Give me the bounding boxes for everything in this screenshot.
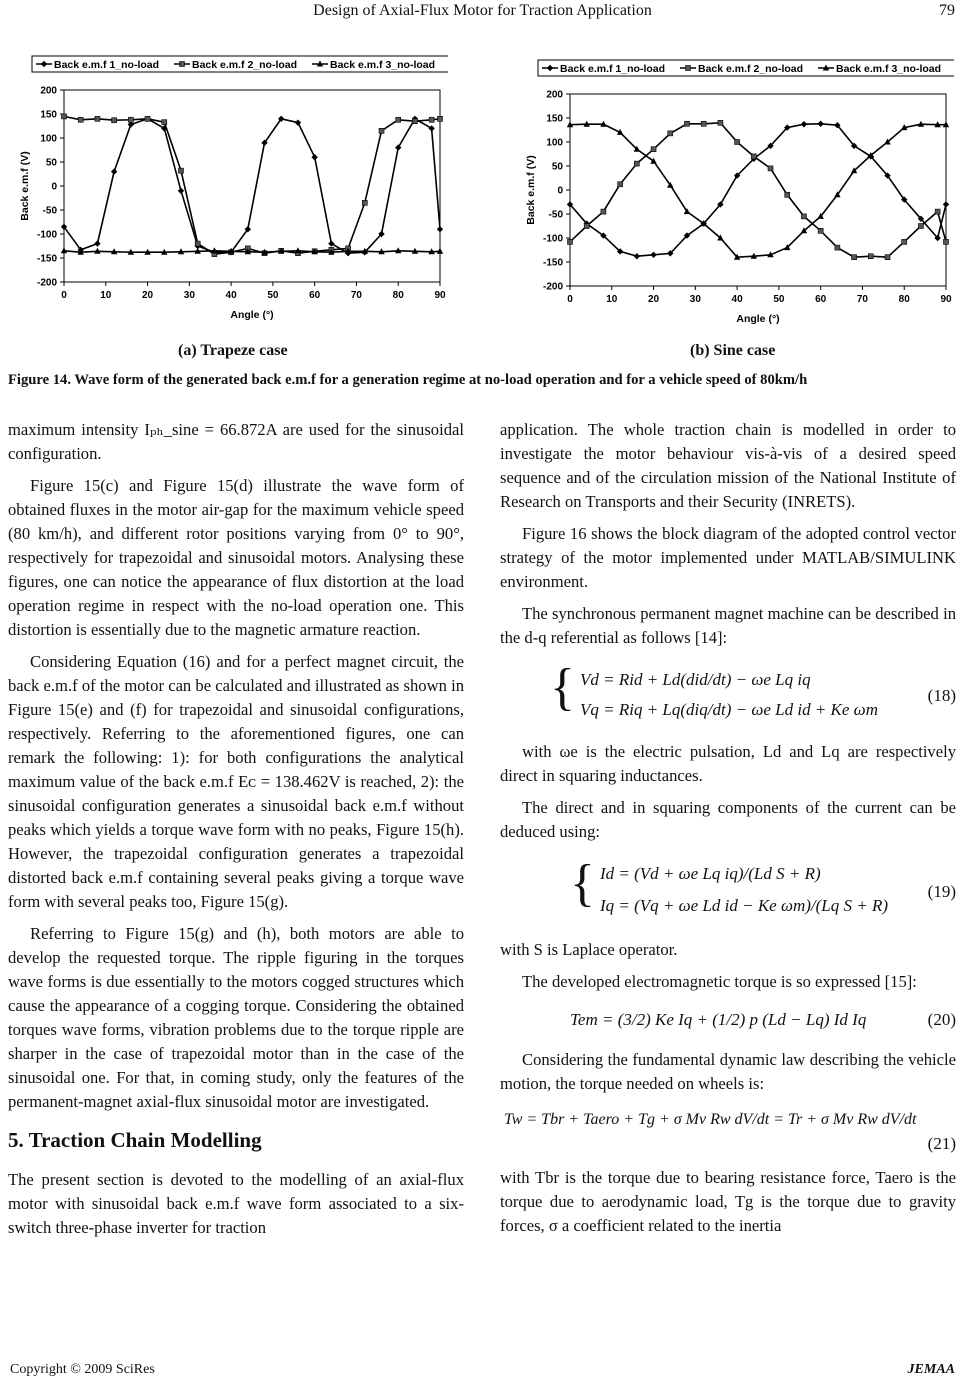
page-header bbox=[0, 0, 965, 24]
paragraph: The synchronous permanent magnet machine can be described in the d-q referential as follows [14]: bbox=[500, 604, 956, 647]
data-point bbox=[618, 182, 623, 187]
data-point bbox=[801, 214, 806, 219]
data-point bbox=[78, 117, 83, 122]
x-tick-label: 10 bbox=[606, 294, 618, 305]
x-tick-label: 70 bbox=[350, 290, 363, 301]
equation-line: Tw = Tbr + Taero + Tg + σ Mv Rw dV/dt = Tr + σ Mv Rw dV/dt bbox=[504, 1111, 917, 1128]
data-point bbox=[751, 154, 756, 159]
paragraph: The direct and in squaring components of the current can be deduced using: bbox=[500, 798, 956, 841]
data-point bbox=[145, 116, 150, 121]
x-tick-label: 90 bbox=[940, 294, 952, 305]
x-tick-label: 20 bbox=[647, 294, 660, 305]
data-point bbox=[438, 116, 443, 121]
paragraph: with Tbr is the torque due to bearing resistance force, Taero is the torque due to aerodynamic load, Tg is the torque due to gravity forces, σ a coefficient related to the inertia bbox=[500, 1168, 956, 1235]
data-point bbox=[178, 168, 183, 173]
data-point bbox=[178, 188, 184, 194]
equation-number: (20) bbox=[927, 1010, 956, 1029]
data-point bbox=[634, 161, 639, 166]
equation-21 bbox=[500, 1104, 956, 1156]
x-tick-label: 30 bbox=[183, 290, 195, 301]
data-point bbox=[428, 125, 434, 131]
x-tick-label: 80 bbox=[898, 294, 910, 305]
paragraph: Figure 16 shows the block diagram of the adopted control vector strategy of the motor implemented under MATLAB/SIMULINK environment. bbox=[500, 524, 956, 591]
chart-trapeze-svg bbox=[8, 54, 448, 326]
y-tick-label: 150 bbox=[40, 109, 57, 121]
data-point bbox=[396, 117, 401, 122]
data-point bbox=[785, 192, 790, 197]
x-tick-label: 0 bbox=[567, 294, 573, 305]
y-tick-label: 100 bbox=[40, 133, 57, 145]
series-1 bbox=[567, 121, 949, 260]
y-tick-label: -150 bbox=[36, 253, 57, 265]
y-tick-label: 0 bbox=[557, 185, 563, 197]
x-axis-label: Angle (°) bbox=[230, 309, 274, 321]
data-point bbox=[429, 117, 434, 122]
y-tick-label: 50 bbox=[551, 161, 563, 173]
data-point bbox=[584, 224, 589, 229]
figure-caption: Figure 14. Wave form of the generated back e.m.f for a generation regime at no-load operation and for a vehicle speed of 80km/h bbox=[8, 372, 808, 388]
x-tick-label: 60 bbox=[815, 294, 827, 305]
x-tick-label: 0 bbox=[61, 290, 67, 301]
data-point bbox=[412, 119, 417, 124]
x-tick-label: 40 bbox=[225, 290, 237, 301]
data-point bbox=[162, 120, 167, 125]
legend-entry: Back e.m.f 1_no-load bbox=[54, 59, 160, 71]
data-point bbox=[651, 147, 656, 152]
data-point bbox=[818, 228, 823, 233]
data-point bbox=[801, 121, 807, 127]
data-point bbox=[112, 118, 117, 123]
copyright: Copyright © 2009 SciRes bbox=[10, 1362, 155, 1377]
data-point bbox=[295, 119, 301, 125]
chart-sine-svg bbox=[514, 58, 954, 330]
page-footer bbox=[0, 1362, 965, 1386]
running-title: Design of Axial-Flux Motor for Traction Application bbox=[313, 2, 652, 19]
paragraph: Considering the fundamental dynamic law describing the vehicle motion, the torque needed on wheels is: bbox=[500, 1050, 956, 1093]
legend-entry: Back e.m.f 3_no-load bbox=[330, 59, 436, 71]
equation-line: Tem = (3/2) Ke Iq + (1/2) p (Ld − Lq) Id Iq bbox=[570, 1010, 867, 1029]
paragraph: with S is Laplace operator. bbox=[500, 940, 678, 959]
x-tick-label: 50 bbox=[773, 294, 785, 305]
equation-18: { Vd = Rid + Ld(did/dt) − ωe Lq iq Vq = Riq + Lq(diq/dt) − ωe Ld id + Ke ωm (18) bbox=[500, 658, 956, 730]
data-point bbox=[835, 245, 840, 250]
legend-entry: Back e.m.f 2_no-load bbox=[192, 59, 298, 71]
data-point bbox=[943, 201, 949, 207]
y-tick-label: 100 bbox=[546, 137, 563, 149]
y-axis-label: Back e.m.f (V) bbox=[19, 151, 31, 221]
caption-trapeze: (a) Trapeze case bbox=[178, 342, 288, 359]
legend-entry: Back e.m.f 1_no-load bbox=[560, 63, 666, 75]
legend bbox=[32, 56, 448, 72]
data-point bbox=[62, 114, 67, 119]
data-point bbox=[701, 121, 706, 126]
paragraph: application. The whole traction chain is modelled in order to investigate the motor behaviour vis-à-vis of a desired speed sequence and of the circulation mission of the National Institute of Research on Transports and their Security (INRETS). bbox=[500, 420, 956, 511]
x-tick-label: 40 bbox=[731, 294, 743, 305]
x-tick-label: 20 bbox=[141, 290, 154, 301]
data-point bbox=[311, 154, 317, 160]
x-tick-label: 90 bbox=[434, 290, 446, 301]
paragraph: The developed electromagnetic torque is so expressed [15]: bbox=[522, 972, 917, 991]
data-point bbox=[885, 255, 890, 260]
paragraph: Considering Equation (16) and for a perfect magnet circuit, the back e.m.f of the motor can be calculated and illustrated as shown in Figure 15(e) and (f) for trapezoidal and sinusoidal configurations, respectively. Referring to the aforementioned figures, one can remark the following: 1): for both configurations the analytical maximum value of the back e.m.f Eᴄ = 138.462V is reached, 2): the sinusoidal configuration generates a sinusoidal back e.m.f without peaks which yields a torque wave form with no peaks, Figure 15(h). However, the trapezoidal configuration generates a trapezoidal distorted back e.m.f containing several peaks giving a torque wave form with several peaks too, Figure 15(g). bbox=[8, 652, 464, 911]
equation-number: (19) bbox=[927, 882, 956, 901]
paragraph: Figure 15(c) and Figure 15(d) illustrate the wave form of obtained fluxes in the motor air-gap for the maximum vehicle speed (80 km/h), and different rotor positions varying from 0° to 90°, respectively for trapezoidal and sinusoidal motors. Analysing these figures, one can notice the appearance of flux distortion at the load operation regime in respect with the no-load operation one. This distortion is essentially due to the magnetic armature reaction. bbox=[8, 476, 464, 639]
chart-sine bbox=[514, 58, 954, 330]
section-heading: 5. Traction Chain Modelling bbox=[8, 1128, 262, 1152]
x-tick-label: 10 bbox=[100, 290, 112, 301]
equation-line: Vq = Riq + Lq(diq/dt) − ωe Ld id + Ke ωm bbox=[580, 700, 878, 719]
y-tick-label: 150 bbox=[546, 113, 563, 125]
paragraph: The present section is devoted to the modelling of an axial-flux motor with sinusoidal back e.m.f wave form associated to a six-switch three-phase inverter for traction bbox=[8, 1170, 464, 1237]
equation-number: (21) bbox=[927, 1134, 956, 1153]
x-tick-label: 50 bbox=[267, 290, 279, 301]
equation-line: Vd = Rid + Ld(did/dt) − ωe Lq iq bbox=[580, 670, 811, 689]
data-point bbox=[111, 168, 117, 174]
data-point bbox=[437, 226, 443, 232]
x-axis-label: Angle (°) bbox=[736, 313, 780, 325]
left-column bbox=[8, 418, 464, 1248]
data-point bbox=[944, 239, 949, 244]
data-point bbox=[935, 209, 940, 214]
paragraph: with ωe is the electric pulsation, Ld and Lq are respectively direct in squaring inductances. bbox=[500, 742, 956, 785]
data-point bbox=[668, 131, 673, 136]
y-tick-label: -50 bbox=[548, 209, 563, 221]
equation-20 bbox=[500, 1002, 956, 1038]
y-tick-label: -50 bbox=[42, 205, 57, 217]
caption-sine: (b) Sine case bbox=[690, 342, 776, 359]
series-3 bbox=[567, 121, 949, 260]
data-point bbox=[768, 166, 773, 171]
equation-line: Iq = (Vq + ωe Ld id − Ke ωm)/(Lq S + R) bbox=[600, 896, 889, 915]
data-point bbox=[650, 252, 656, 258]
data-point bbox=[379, 128, 384, 133]
journal-name: JEMAA bbox=[907, 1362, 955, 1377]
equation-19: { Id = (Vd + ωe Lq iq)/(Ld S + R) Iq = (Vq + ωe Ld id − Ke ωm)/(Lq S + R) (19) bbox=[500, 852, 956, 928]
data-point bbox=[902, 239, 907, 244]
series-3 bbox=[61, 247, 443, 254]
y-tick-label: 0 bbox=[51, 181, 57, 193]
x-tick-label: 80 bbox=[392, 290, 404, 301]
data-point bbox=[128, 117, 133, 122]
data-point bbox=[735, 140, 740, 145]
y-tick-label: -200 bbox=[36, 277, 57, 289]
paragraph: maximum intensity Iₚₕ_sine = 66.872A are used for the sinusoidal configuration. bbox=[8, 420, 464, 463]
x-tick-label: 60 bbox=[309, 290, 321, 301]
data-point bbox=[195, 241, 200, 246]
data-point bbox=[817, 121, 823, 127]
legend-entry: Back e.m.f 3_no-load bbox=[836, 63, 942, 75]
series-1 bbox=[61, 116, 443, 257]
data-point bbox=[601, 209, 606, 214]
paragraph: Referring to Figure 15(g) and (h), both motors are able to develop the requested torque. The ripple figuring in the torques wave forms is due essentially to the motors cogged structures which cause the appearance of a cogging torque. Considering the obtained torques wave forms, vibration problems due to the torque ripple are sharper in the case of trapezoidal motor than in the case of the sinusoidal one. For that, in coming study, only the features of the permanent-magnet axial-flux sinusoidal motor are investigated. bbox=[8, 924, 464, 1111]
equation-line: Id = (Vd + ωe Lq iq)/(Ld S + R) bbox=[600, 864, 821, 883]
x-tick-label: 70 bbox=[856, 294, 869, 305]
legend bbox=[538, 60, 954, 76]
series-2 bbox=[62, 114, 443, 257]
y-tick-label: -150 bbox=[542, 257, 563, 269]
series-line bbox=[64, 251, 440, 252]
data-point bbox=[686, 66, 691, 71]
y-tick-label: 50 bbox=[45, 157, 57, 169]
data-point bbox=[868, 254, 873, 259]
chart-trapeze bbox=[8, 54, 448, 326]
y-axis-label: Back e.m.f (V) bbox=[525, 155, 537, 225]
series-2 bbox=[568, 120, 949, 259]
y-tick-label: -100 bbox=[36, 229, 57, 241]
y-tick-label: 200 bbox=[40, 85, 57, 97]
data-point bbox=[395, 144, 401, 150]
data-point bbox=[95, 116, 100, 121]
data-point bbox=[852, 255, 857, 260]
data-point bbox=[568, 239, 573, 244]
data-point bbox=[328, 240, 334, 246]
right-column bbox=[500, 418, 956, 1246]
legend-entry: Back e.m.f 2_no-load bbox=[698, 63, 804, 75]
data-point bbox=[718, 120, 723, 125]
data-point bbox=[180, 62, 185, 67]
data-point bbox=[94, 240, 100, 246]
x-tick-label: 30 bbox=[689, 294, 701, 305]
y-tick-label: -100 bbox=[542, 233, 563, 245]
y-tick-label: -200 bbox=[542, 281, 563, 293]
page-number: 79 bbox=[939, 2, 955, 19]
data-point bbox=[684, 121, 689, 126]
y-tick-label: 200 bbox=[546, 89, 563, 101]
equation-number: (18) bbox=[927, 686, 956, 705]
data-point bbox=[634, 253, 640, 259]
data-point bbox=[918, 224, 923, 229]
data-point bbox=[362, 200, 367, 205]
